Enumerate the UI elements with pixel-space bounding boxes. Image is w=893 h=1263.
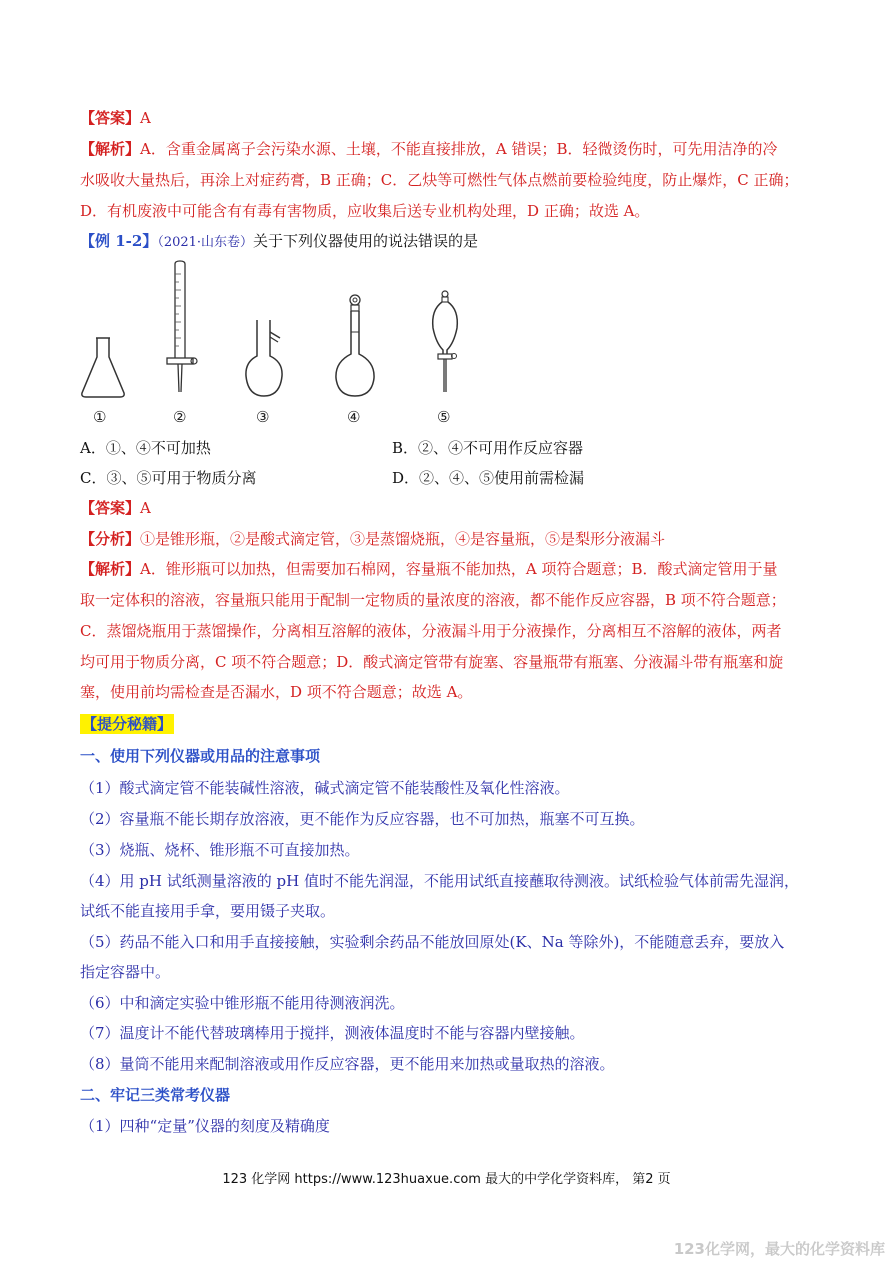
example-text: 关于下列仪器使用的说法错误的是	[253, 232, 479, 250]
tips-title: 【提分秘籍】	[82, 715, 173, 733]
analysis-tag: 【解析】	[80, 140, 141, 158]
figure-label-1: ①	[93, 408, 107, 426]
tips-item-5b: 指定容器中。	[80, 963, 171, 981]
example-source: （2021·山东卷）	[157, 235, 254, 250]
separatory-funnel-figure	[423, 288, 467, 398]
tips-item-8: （8）量筒不能用来配制溶液或用作反应容器，更不能用来加热或量取热的溶液。	[80, 1055, 615, 1073]
analysis-line-2: 水吸收大量热后，再涂上对症药膏，B 正确；C．乙炔等可燃性气体点燃前要检验纯度，防止爆炸，C 正确；	[80, 171, 799, 189]
option-c: C．③、⑤可用于物质分离	[80, 469, 257, 487]
tips-item-4b: 试纸不能直接用手拿，要用镊子夹取。	[80, 902, 336, 920]
answer-line-2	[80, 498, 151, 518]
tips-item-1: （1）酸式滴定管不能装碱性溶液，碱式滴定管不能装酸性及氧化性溶液。	[80, 779, 570, 797]
burette-figure	[162, 260, 202, 398]
watermark: 123化学网，最大的化学资料库	[673, 1240, 885, 1258]
analysis2-line-2: 取一定体积的溶液，容量瓶只能用于配制一定物质的量浓度的溶液，都不能作反应容器，B 项不符合题意；	[80, 591, 786, 609]
tips-item-6: （6）中和滴定实验中锥形瓶不能用待测液润洗。	[80, 994, 405, 1012]
answer-value: A	[140, 109, 151, 127]
fenxi-text: ①是锥形瓶，②是酸式滴定管，③是蒸馏烧瓶，④是容量瓶，⑤是梨形分液漏斗	[140, 530, 666, 548]
fenxi-tag: 【分析】	[80, 530, 141, 548]
option-a: A．①、④不可加热	[80, 439, 211, 457]
tips-item-3: （3）烧瓶、烧杯、锥形瓶不可直接加热。	[80, 841, 360, 859]
analysis2-line-1	[80, 559, 777, 579]
figure-label-5: ⑤	[437, 408, 451, 426]
analysis2-line-5: 塞，使用前均需检查是否漏水，D 项不符合题意；故选 A。	[80, 683, 473, 701]
analysis2-tag: 【解析】	[80, 560, 141, 578]
analysis2-text: A．锥形瓶可以加热，但需要加石棉网，容量瓶不能加热，A 项符合题意；B．酸式滴定管用于量	[140, 560, 778, 578]
analysis-line-3: D．有机废液中可能含有有毒有害物质，应收集后送专业机构处理，D 正确；故选 A。	[80, 202, 650, 220]
erlenmeyer-flask-figure	[78, 335, 128, 400]
analysis2-line-4: 均可用于物质分离，C 项不符合题意；D．酸式滴定管带有旋塞、容量瓶带有瓶塞、分液漏斗带有瓶塞和旋	[80, 653, 784, 671]
tips-heading-2: 二、牢记三类常考仪器	[80, 1086, 231, 1104]
tips-item-9: （1）四种“定量”仪器的刻度及精确度	[80, 1117, 330, 1135]
tips-heading-1: 一、使用下列仪器或用品的注意事项	[80, 747, 321, 765]
analysis-text: A．含重金属离子会污染水源、土壤，不能直接排放，A 错误；B．轻微烫伤时，可先用洁净的冷	[140, 140, 778, 158]
example-tag: 【例 1-2】	[80, 232, 158, 250]
analysis2-line-3: C．蒸馏烧瓶用于蒸馏操作，分离相互溶解的液体，分液漏斗用于分液操作，分离相互不溶解的液体，两者	[80, 622, 782, 640]
tips-item-5a: （5）药品不能入口和用手直接接触，实验剩余药品不能放回原处(K、Na 等除外)，不能随意丢弃，要放入	[80, 933, 785, 951]
analysis-line-1	[80, 139, 777, 159]
option-d: D．②、④、⑤使用前需检漏	[392, 469, 585, 487]
figure-label-4: ④	[347, 408, 361, 426]
tips-item-2: （2）容量瓶不能长期存放溶液，更不能作为反应容器，也不可加热，瓶塞不可互换。	[80, 810, 645, 828]
tips-item-7: （7）温度计不能代替玻璃棒用于搅拌，测液体温度时不能与容器内壁接触。	[80, 1024, 585, 1042]
distillation-flask-figure	[242, 318, 286, 403]
answer-line-1	[80, 108, 151, 128]
volumetric-flask-figure	[330, 292, 380, 402]
example-question	[80, 231, 478, 253]
answer-value-2: A	[140, 499, 151, 517]
figure-label-2: ②	[173, 408, 187, 426]
answer-tag-2: 【答案】	[80, 499, 141, 517]
page-footer: 123 化学网 https://www.123huaxue.com 最大的中学化学资料库， 第2 页	[222, 1172, 671, 1187]
tips-item-4a: （4）用 pH 试纸测量溶液的 pH 值时不能先润湿，不能用试纸直接蘸取待测液。试纸检验气体前需先湿润，	[80, 872, 799, 890]
fenxi-line	[80, 529, 665, 549]
option-b: B．②、④不可用作反应容器	[392, 439, 584, 457]
figure-label-3: ③	[256, 408, 270, 426]
answer-tag: 【答案】	[80, 109, 141, 127]
tips-title-line	[80, 714, 174, 734]
